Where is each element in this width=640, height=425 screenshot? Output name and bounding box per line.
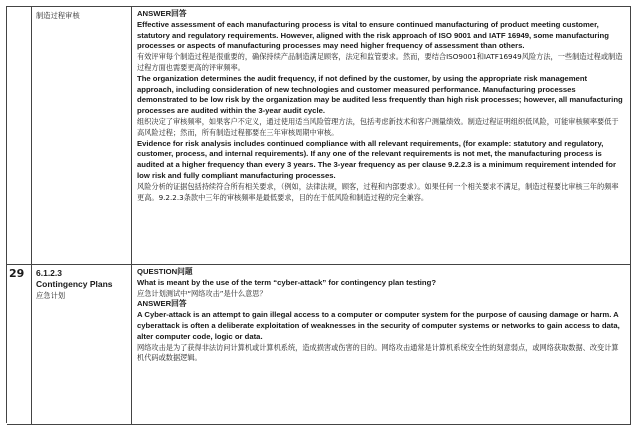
- answer-paragraph-cn: 有效评审每个制造过程是很重要的，确保持续产品制造满足顾客，法定和监管要求。然而，要结合ISO9001和IATF16949风险方法，一些制造过程或制造过程方面也需要更高的评审频率。: [137, 52, 623, 72]
- table-row: [7, 7, 631, 265]
- answer-cn: 网络攻击是为了获得非法访问计算机或计算机系统，造成损害或伤害的目的。网络攻击通常是计算机系统安全性的刻意弱点，或网络获取数据、改变计算机代码或数据逻辑。: [137, 342, 619, 363]
- answer-paragraph-en: The organization determines the audit frequency, if not defined by the customer, by using the appropriate risk management approach, including consideration of new technologies and customer measured performance. Manufacturing processes demonstrated to be low risk by the organization may be audited less frequently than high risk processes; however, all manufacturing processes are audited within the 3-year audit cycle.: [137, 73, 623, 116]
- table-row: [7, 265, 631, 425]
- question-answer-cell: [132, 265, 631, 424]
- row-title-cell: [32, 7, 132, 264]
- answer-paragraph-en: Effective assessment of each manufacturing process is vital to ensure continued manufacturing of product meeting customer, statutory and regulatory requirements. However, aligned with the risk approach of ISO 9001 and IATF 16949, some manufacturing processes or aspects of manufacturing processes may need higher frequency of assessment than others.: [137, 19, 609, 51]
- answer-label: ANSWER回答: [137, 9, 187, 18]
- question-en: What is meant by the use of the term “cyber-attack” for contingency plan testing?: [137, 277, 437, 287]
- answer-en: A Cyber-attack is an attempt to gain illegal access to a computer or computer system for the purpose of causing damage or harm. A cyberattack is often a deliberate exploitation of weaknesses in the security of computer systems or networks to gain access to data, alter computer code, logic or data.: [137, 310, 620, 341]
- question-cn: 应急计划测试中“网络攻击”是什么意思？: [137, 288, 267, 298]
- clause-code: 6.1.2.3: [36, 268, 62, 278]
- question-label: QUESTION问题: [137, 267, 193, 276]
- row-title-en: Contingency Plans: [36, 279, 113, 289]
- answer-paragraph-cn: 组织决定了审核频率，如果客户不定义，通过使用适当风险管理方法，包括考虑新技术和客户测量绩效。制造过程证明组织低风险，可能审核频率要低于高风险过程；然而，所有制造过程都要在三年审核周期中审核。: [137, 116, 619, 137]
- row-number: 29: [7, 265, 32, 424]
- row-title-cn: 制造过程审核: [36, 11, 80, 20]
- answer-label: ANSWER回答: [137, 299, 187, 309]
- faq-table: [6, 6, 631, 423]
- row-title-cn: 应急计划: [36, 291, 66, 300]
- answer-paragraph-cn: 风险分析的证据包括持续符合所有相关要求，（例如，法律法规，顾客，过程和内部要求）。如果任何一个相关要求不满足，制造过程要比审核三年的频率更高。9.2.2.3条款中三年的审核频率是最低要求，目的在于低风险和制造过程的完全兼容。: [137, 181, 619, 202]
- answer-cell: [132, 7, 631, 264]
- row-number: [7, 7, 32, 264]
- answer-paragraph-en: Evidence for risk analysis includes continued compliance with all relevant requirements, (for example: statutory and regulatory, customer, process, and internal requirements). If any one of the relevant requirements is not met, the manufacturing process is audited at a higher frequency than every 3 years. The 3-year frequency as per clause 9.2.2.3 is a minimum requirement intended for low risk and fully compliant manufacturing processes.: [137, 138, 616, 180]
- row-title-cell: [32, 265, 132, 424]
